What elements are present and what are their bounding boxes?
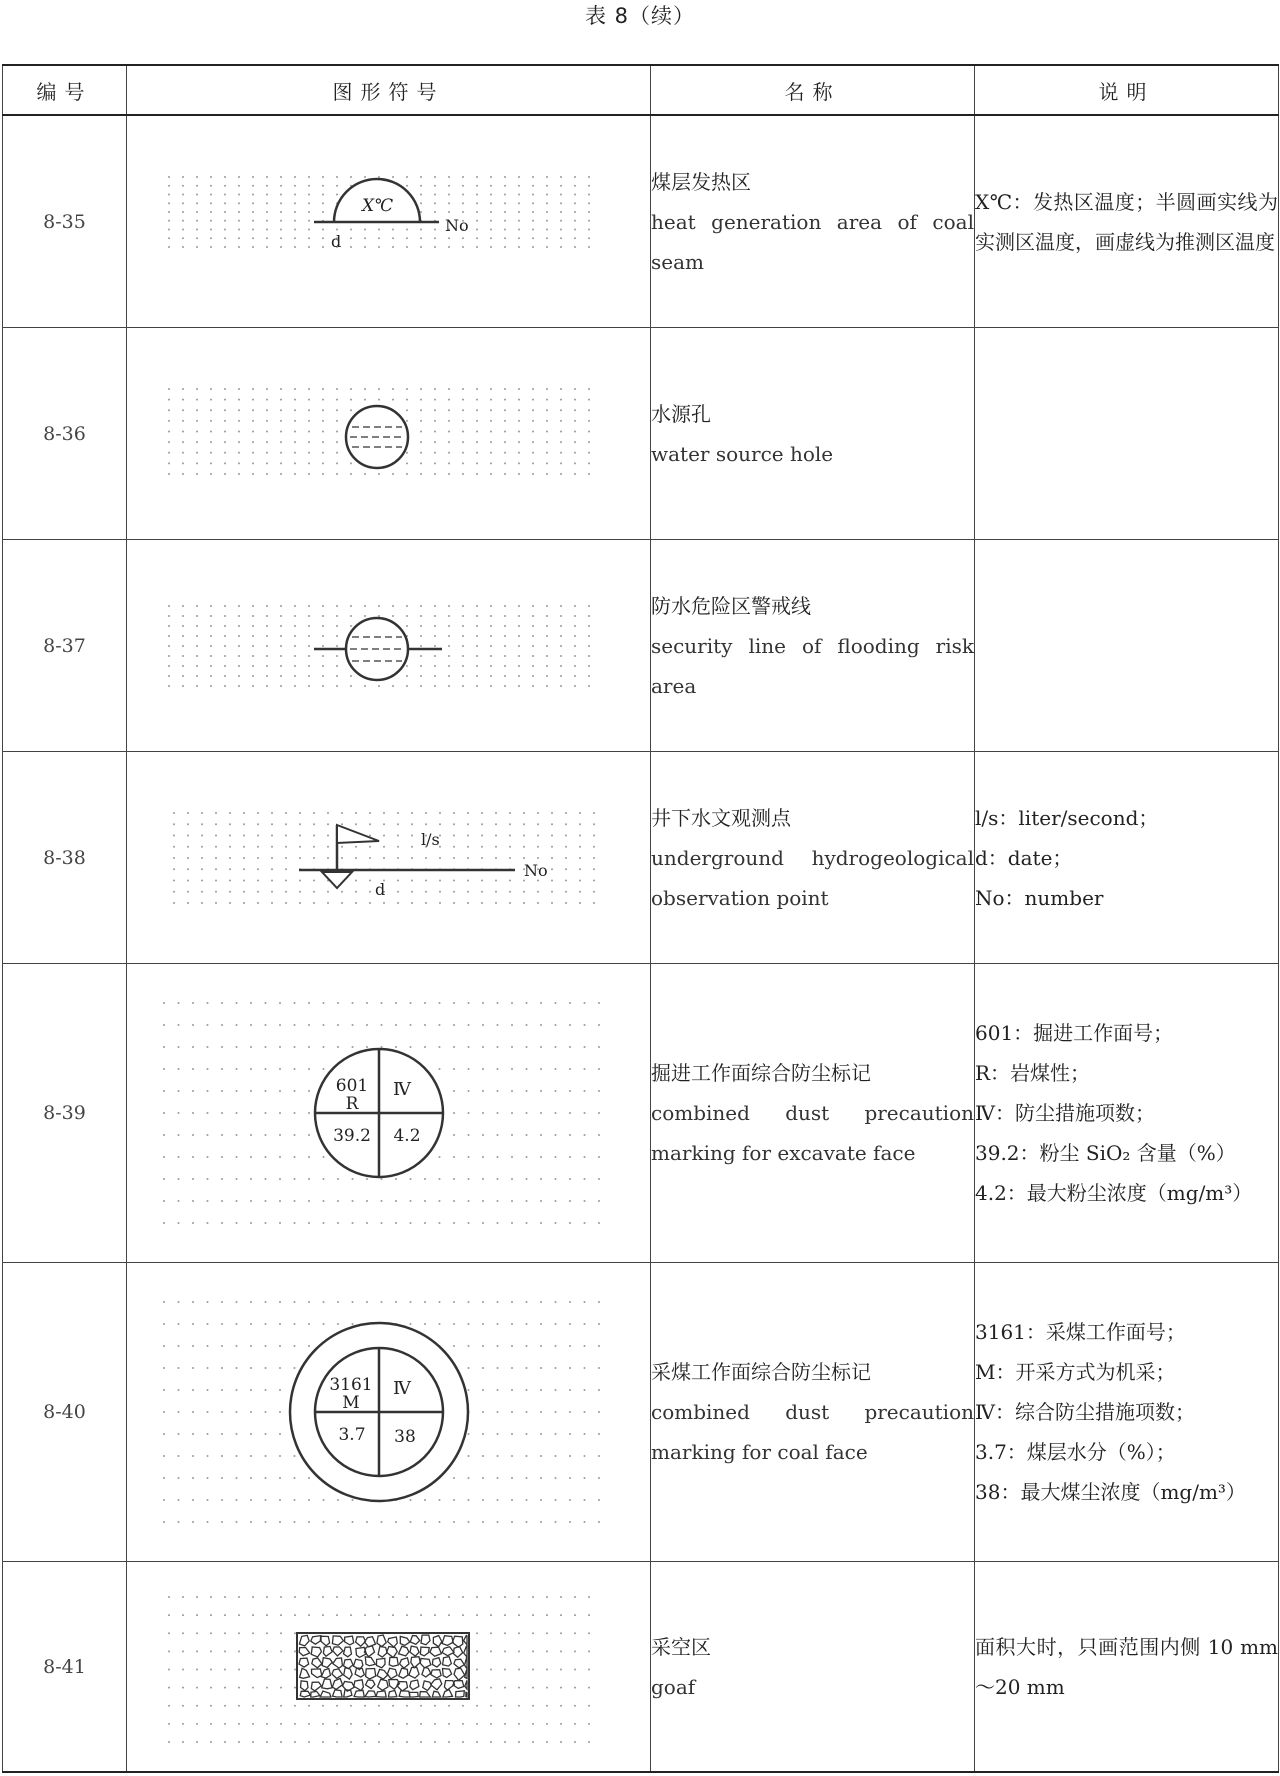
number-label: No — [523, 860, 548, 880]
note-line: No：number — [975, 885, 1104, 910]
name-cell — [651, 115, 975, 328]
name-en: security line of flooding risk area — [651, 633, 974, 698]
table-row — [3, 1562, 1279, 1773]
name-cell — [651, 964, 975, 1263]
name-en: heat generation area of coal seam — [651, 209, 974, 274]
note-line: 面积大时，只画范围内侧 10 mm～20 mm — [975, 1634, 1278, 1699]
note-line: 39.2：粉尘 SiO₂ 含量（%） — [975, 1141, 1236, 1165]
semicircle-heat-symbol — [139, 147, 639, 297]
note-line: 3.7：煤层水分（%）； — [975, 1440, 1176, 1464]
measures-label: Ⅳ — [392, 1378, 411, 1399]
max-dust-label: 4.2 — [392, 1126, 421, 1146]
name-en: combined dust precaution marking for coal face — [651, 1400, 974, 1464]
name-cn: 掘进工作面综合防尘标记 — [651, 1061, 871, 1085]
date-label: d — [374, 879, 385, 899]
rock-coal-label: R — [345, 1094, 358, 1114]
name-cell — [651, 1263, 975, 1562]
symbol-cell — [127, 752, 651, 964]
note-line: d：date； — [975, 845, 1073, 870]
note-line: 601：掘进工作面号； — [975, 1021, 1174, 1045]
hydro-point-symbol — [139, 783, 639, 933]
table-row — [3, 328, 1279, 540]
note-cell — [975, 540, 1279, 752]
name-cn: 井下水文观测点 — [651, 805, 791, 830]
note-cell — [975, 328, 1279, 540]
note-cell — [975, 115, 1279, 328]
name-cell — [651, 1562, 975, 1773]
name-en: underground hydrogeological observation point — [651, 845, 974, 910]
max-coal-dust-label: 38 — [393, 1427, 416, 1447]
excavate-dust-symbol — [139, 993, 639, 1233]
note-line: 4.2：最大粉尘浓度（mg/m³） — [975, 1181, 1253, 1205]
header-symbol: 图形符号 — [127, 65, 651, 115]
name-en: goaf — [651, 1674, 696, 1699]
row-id: 8-40 — [3, 1263, 127, 1562]
note-line: Ⅳ：综合防尘措施项数； — [975, 1400, 1195, 1424]
row-id: 8-35 — [3, 115, 127, 328]
header-id: 编号 — [3, 65, 127, 115]
table-row — [3, 964, 1279, 1263]
name-cell — [651, 328, 975, 540]
row-id: 8-38 — [3, 752, 127, 964]
note-cell — [975, 1562, 1279, 1773]
face-number-label: 3161 — [328, 1375, 373, 1395]
note-cell — [975, 1263, 1279, 1562]
table-row — [3, 540, 1279, 752]
symbol-cell — [127, 964, 651, 1263]
row-id: 8-41 — [3, 1562, 127, 1773]
face-number-label: 601 — [335, 1076, 368, 1096]
name-cn: 采煤工作面综合防尘标记 — [651, 1360, 871, 1384]
name-cell — [651, 540, 975, 752]
table-caption: 表 8（续） — [584, 4, 696, 28]
water-hole-symbol — [139, 359, 639, 509]
name-cn: 煤层发热区 — [651, 169, 751, 194]
down-triangle-icon — [322, 872, 352, 888]
name-cn: 采空区 — [651, 1634, 711, 1659]
note-line: l/s：liter/second； — [975, 805, 1159, 830]
coalface-dust-symbol — [139, 1292, 639, 1532]
goaf-symbol — [139, 1582, 639, 1752]
table-row — [3, 1263, 1279, 1562]
sio2-label: 39.2 — [332, 1126, 371, 1146]
note-line: R：岩煤性； — [975, 1061, 1091, 1085]
row-id: 8-37 — [3, 540, 127, 752]
symbol-cell — [127, 328, 651, 540]
row-id: 8-39 — [3, 964, 127, 1263]
symbol-cell — [127, 115, 651, 328]
symbol-cell — [127, 1562, 651, 1773]
note-line: Ⅳ：防尘措施项数； — [975, 1101, 1155, 1125]
table-row — [3, 115, 1279, 328]
measures-label: Ⅳ — [392, 1079, 411, 1100]
name-cn: 水源孔 — [651, 401, 711, 426]
note-line: X℃：发热区温度；半圆画实线为实测区温度，画虚线为推测区温度 — [975, 189, 1278, 254]
symbol-cell — [127, 1263, 651, 1562]
note-line: 38：最大煤尘浓度（mg/m³） — [975, 1480, 1246, 1504]
table-row — [3, 752, 1279, 964]
note-cell — [975, 964, 1279, 1263]
flag-icon — [337, 825, 379, 843]
symbol-table — [2, 64, 1279, 1773]
flow-unit-label: l/s — [420, 829, 440, 849]
flood-line-symbol — [139, 571, 639, 721]
name-en: combined dust precaution marking for excavate face — [651, 1101, 974, 1165]
date-label: d — [330, 231, 341, 251]
symbol-cell — [127, 540, 651, 752]
note-line: 3161：采煤工作面号； — [975, 1320, 1186, 1344]
number-label: No — [444, 215, 469, 235]
temperature-label: X℃ — [361, 195, 393, 216]
header-name: 名称 — [651, 65, 975, 115]
header-note: 说明 — [975, 65, 1279, 115]
note-cell — [975, 752, 1279, 964]
row-id: 8-36 — [3, 328, 127, 540]
name-cn: 防水危险区警戒线 — [651, 593, 811, 618]
header-row — [3, 65, 1279, 115]
moisture-label: 3.7 — [337, 1425, 366, 1445]
note-line: M：开采方式为机采； — [975, 1360, 1176, 1384]
mining-method-label: M — [341, 1393, 360, 1413]
name-en: water source hole — [651, 441, 834, 466]
name-cell — [651, 752, 975, 964]
